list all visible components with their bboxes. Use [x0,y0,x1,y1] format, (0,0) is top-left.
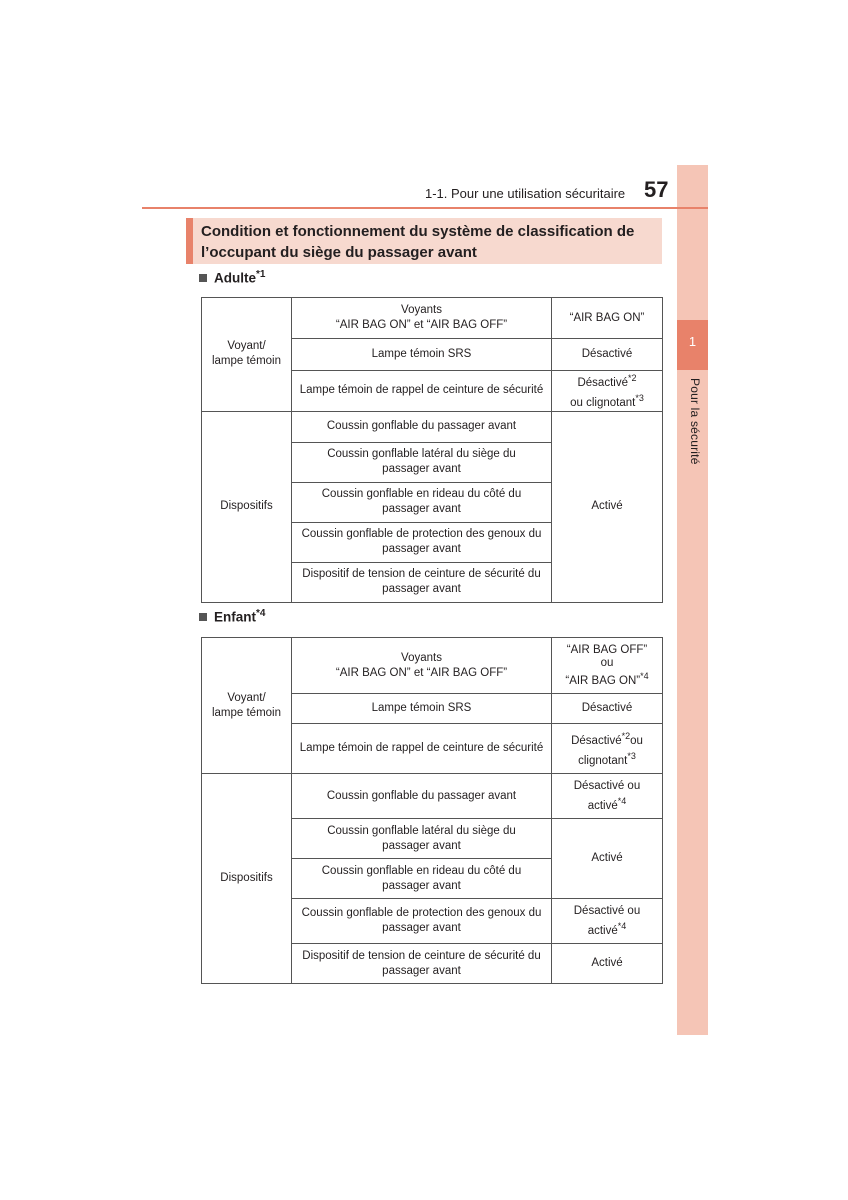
section-title: Condition et fonctionnement du système de classification de l’occupant du siège du passager avant [186,218,662,264]
device-cell: Coussin gonflable du passager avant [292,774,552,819]
device-state-cell: Activé [552,944,663,984]
devices-state-cell: Activé [552,411,663,602]
bullet-square-icon [199,274,207,282]
adult-heading-text: Adulte [214,270,256,286]
device-state-cell: Désactivé ou activé$^{*4}$ [552,899,663,944]
adult-heading-note: *1 [256,269,266,280]
running-header: 1-1. Pour une utilisation sécuritaire [425,186,626,201]
header-divider [142,207,708,209]
srs-state-cell: Désactivé [552,694,663,724]
voyants-state-cell: “AIR BAG ON” [552,298,663,339]
srs-label-cell: Lampe témoin SRS [292,694,552,724]
device-cell: Dispositif de tension de ceinture de sécurité du passager avant [292,562,552,602]
child-heading [199,608,265,625]
srs-label-cell: Lampe témoin SRS [292,339,552,371]
belt-state-cell: Désactivé$^{*2}$ou clignotant$^{*3}$ [552,724,663,774]
adult-table [201,297,663,603]
chapter-title: Pour la sécurité [688,378,702,465]
group-label-cell: Voyant/ lampe témoin [202,638,292,774]
adult-heading [199,269,265,286]
child-heading-note: *4 [256,608,266,619]
group-label-cell: Dispositifs [202,411,292,602]
device-cell: Coussin gonflable de protection des genoux du passager avant [292,522,552,562]
device-cell: Coussin gonflable du passager avant [292,411,552,442]
belt-state-cell: Désactivé$^{*2}$ ou clignotant$^{*3}$ [552,371,663,412]
chapter-number: 1 [677,320,708,370]
table-row [202,774,663,819]
belt-label-cell: Lampe témoin de rappel de ceinture de sécurité [292,724,552,774]
child-heading-text: Enfant [214,609,256,625]
voyants-state-cell: “AIR BAG OFF” ou “AIR BAG ON”$^{*4}$ [552,638,663,694]
group-label-cell: Dispositifs [202,774,292,984]
device-state-cell: Désactivé ou activé$^{*4}$ [552,774,663,819]
chapter-side-tab [677,165,708,1035]
device-cell: Coussin gonflable en rideau du côté du passager avant [292,482,552,522]
srs-state-cell: Désactivé [552,339,663,371]
child-table [201,637,663,984]
table-row [202,298,663,339]
device-state-cell: Activé [552,819,663,899]
device-cell: Coussin gonflable en rideau du côté du passager avant [292,859,552,899]
belt-label-cell: Lampe témoin de rappel de ceinture de sécurité [292,371,552,412]
voyants-header-cell: Voyants “AIR BAG ON” et “AIR BAG OFF” [292,638,552,694]
device-cell: Dispositif de tension de ceinture de sécurité du passager avant [292,944,552,984]
device-cell: Coussin gonflable latéral du siège du passager avant [292,442,552,482]
page-number: 57 [644,177,669,202]
table-row [202,411,663,442]
bullet-square-icon [199,613,207,621]
device-cell: Coussin gonflable latéral du siège du passager avant [292,819,552,859]
voyants-header-cell: Voyants “AIR BAG ON” et “AIR BAG OFF” [292,298,552,339]
group-label-cell: Voyant/ lampe témoin [202,298,292,412]
table-row [202,638,663,694]
device-cell: Coussin gonflable de protection des genoux du passager avant [292,899,552,944]
